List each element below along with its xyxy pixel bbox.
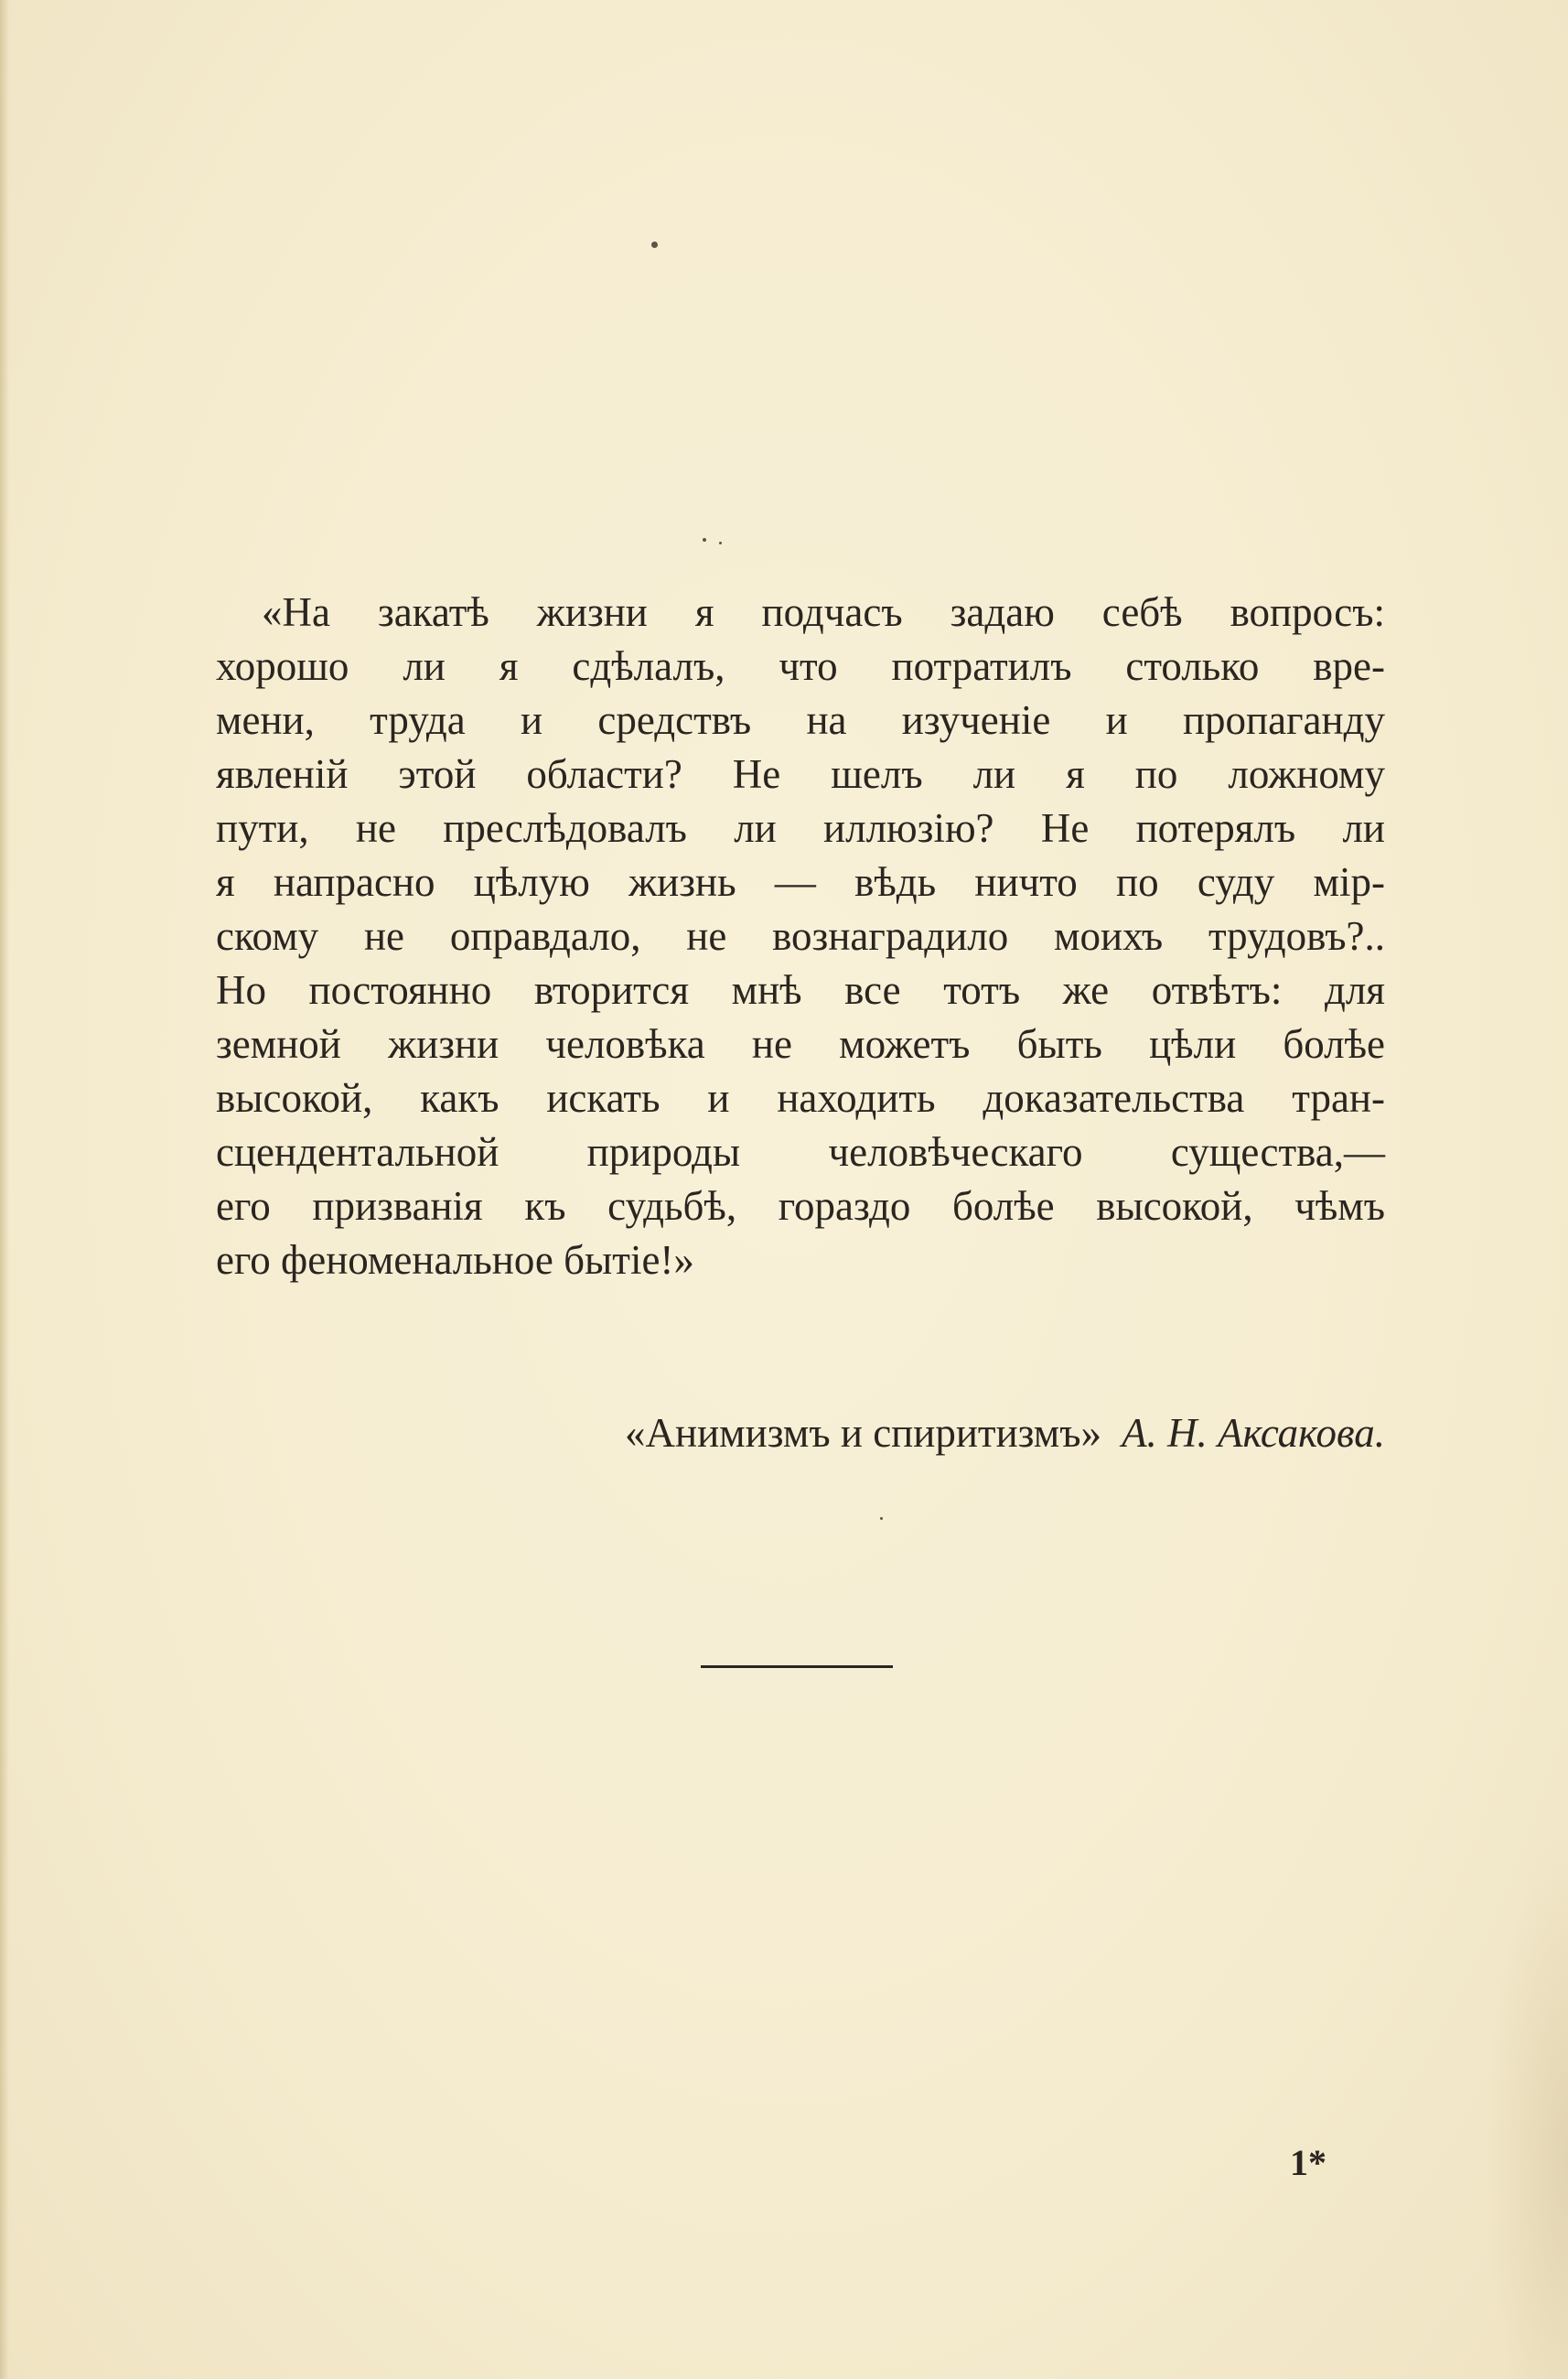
epigraph-quote [216,586,1385,1287]
quote-line: Но постоянно вторится мнѣ все тотъ же отвѣтъ: для [216,967,1385,1013]
quote-attribution [393,1405,1385,1460]
paper-speck [719,542,722,544]
paper-speck [651,242,658,248]
quote-line: явленій этой области? Не шелъ ли я по ложному [216,751,1385,797]
page-edge-shadow [0,0,9,2379]
quote-line: высокой, какъ искать и находить доказательства тран- [216,1075,1385,1121]
section-divider [701,1665,893,1668]
quote-line: «На закатѣ жизни я подчасъ задаю себѣ вопросъ: [262,589,1385,635]
attribution-author: А. Н. Аксакова. [1122,1410,1385,1456]
quote-line: земной жизни человѣка не можетъ быть цѣли болѣе [216,1021,1385,1067]
quote-line: сцендентальной природы человѣческаго существа,— [216,1129,1385,1175]
quote-line: его феноменальное бытіе!» [216,1237,694,1283]
page-stain [1486,1830,1568,2379]
quote-line: мени, труда и средствъ на изученіе и пропаганду [216,697,1385,743]
quote-line: его призванія къ судьбѣ, гораздо болѣе высокой, чѣмъ [216,1183,1385,1229]
quote-line: я напрасно цѣлую жизнь — вѣдь ничто по суду мір- [216,859,1385,905]
paper-speck [880,1517,883,1520]
quote-line: пути, не преслѣдовалъ ли иллюзію? Не потерялъ ли [216,805,1385,851]
signature-mark: 1* [1290,2142,1326,2183]
paper-speck [703,538,706,542]
attribution-work-title: «Анимизмъ и спиритизмъ» [625,1410,1102,1456]
quote-line: скому не оправдало, не вознаградило моихъ трудовъ?.. [216,913,1385,959]
quote-line: хорошо ли я сдѣлалъ, что потратилъ столько вре- [216,643,1385,689]
